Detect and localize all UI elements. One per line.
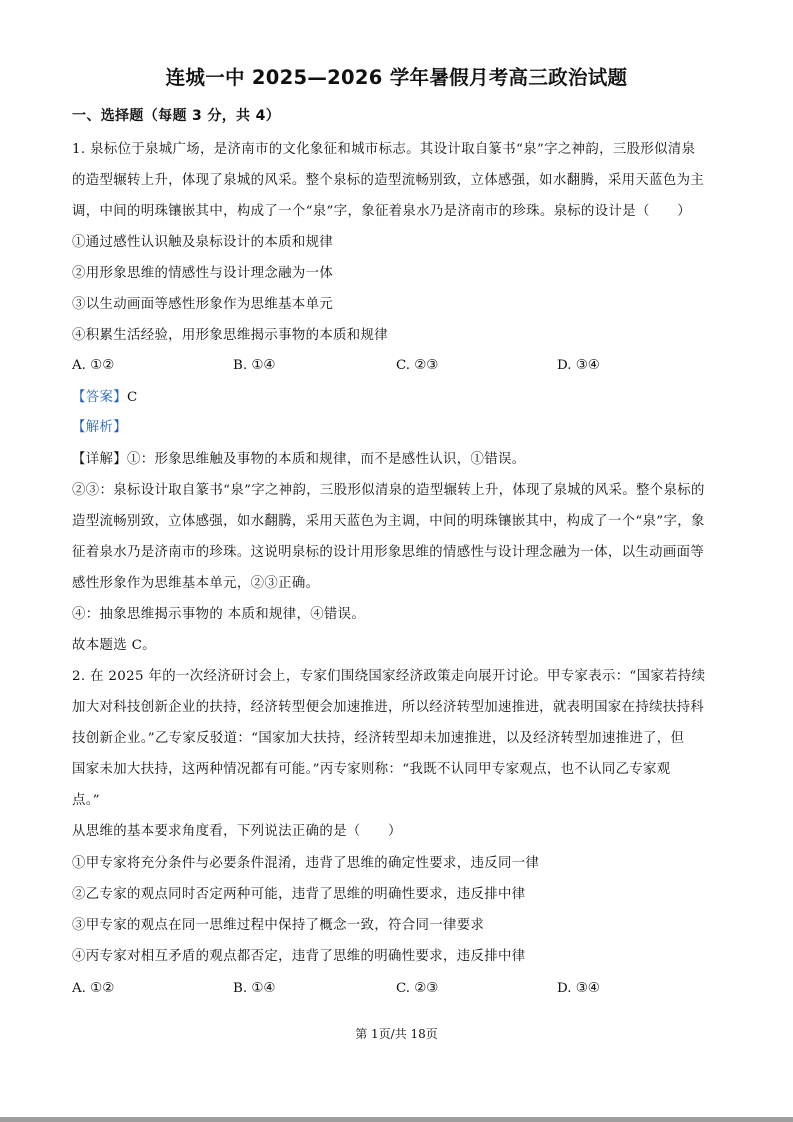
section-heading: 一、选择题（每题 3 分，共 4）	[72, 108, 281, 124]
q1-detail-line: 感性形象作为思维基本单元，②③正确。	[72, 576, 320, 591]
q1-option-b: B. ①④	[233, 358, 276, 373]
q2-option-a: A. ①②	[72, 981, 115, 996]
q2-stem-line: 技创新企业。”乙专家反驳道：“国家加大扶持，经济转型却未加速推进，以及经济转型加速推进了，但	[72, 731, 685, 746]
q2-statement: ④丙专家对相互矛盾的观点都否定，违背了思维的明确性要求，违反排中律	[72, 949, 526, 964]
q1-statement: ②用形象思维的情感性与设计理念融为一体	[72, 266, 334, 281]
q2-stem-line: 从思维的基本要求角度看，下列说法正确的是（ ）	[72, 824, 402, 839]
q2-stem-line: 国家未加大扶持，这两种情况都有可能。”丙专家则称：“我既不认同甲专家观点，也不认同乙专家观	[72, 762, 671, 777]
q1-option-d: D. ③④	[557, 358, 600, 373]
answer-tag: 【答案】	[72, 390, 127, 405]
page-title: 连城一中 2025—2026 学年暑假月考高三政治试题	[165, 66, 628, 89]
q2-stem-line: 2. 在 2025 年的一次经济研讨会上，专家们围绕国家经济政策走向展开讨论。甲专家表示：“国家若持续	[72, 669, 706, 684]
q1-statement: ①通过感性认识触及泉标设计的本质和规律	[72, 235, 334, 250]
q2-option-c: C. ②③	[396, 981, 439, 996]
q1-detail-line	[72, 450, 722, 470]
q2-option-d: D. ③④	[557, 981, 600, 996]
q2-statement: ③甲专家的观点在同一思维过程中保持了概念一致，符合同一律要求	[72, 918, 485, 933]
bottom-divider	[0, 1117, 793, 1122]
q1-stem-line: 的造型辗转上升，体现了泉城的风采。整个泉标的造型流畅别致，立体感强，如水翻腾，采用天蓝色为主	[72, 173, 705, 188]
q1-detail-line: 征着泉水乃是济南市的珍珠。这说明泉标的设计用形象思维的情感性与设计理念融为一体，以生动画面等	[72, 545, 705, 560]
analysis-tag: 【解析】	[72, 420, 127, 435]
q1-option-c: C. ②③	[396, 358, 439, 373]
q2-stem-line: 点。”	[72, 793, 100, 808]
q2-option-b: B. ①④	[233, 981, 276, 996]
q1-option-a: A. ①②	[72, 358, 115, 373]
detail-text: ①：形象思维触及事物的本质和规律，而不是感性认识，①错误。	[126, 452, 526, 467]
q2-stem-line: 加大对科技创新企业的扶持，经济转型便会加速推进，所以经济转型加速推进，就表明国家在持续扶持科	[72, 700, 705, 715]
q1-statement: ④积累生活经验，用形象思维揭示事物的本质和规律	[72, 328, 389, 343]
q1-detail-line: 造型流畅别致，立体感强，如水翻腾，采用天蓝色为主调，中间的明珠镶嵌其中，构成了一个“泉”字，象	[72, 514, 705, 529]
q1-detail-line: ②③：泉标设计取自篆书“泉”字之神韵，三股形似清泉的造型辗转上升，体现了泉城的风采。整个泉标的	[72, 483, 705, 498]
answer-value: C	[126, 390, 138, 405]
q1-detail-line: ④：抽象思维揭示事物的 本质和规律，④错误。	[72, 607, 366, 622]
q1-stem-line: 1. 泉标位于泉城广场，是济南市的文化象征和城市标志。其设计取自篆书“泉”字之神韵，三股形似清泉	[72, 142, 696, 157]
q1-detail-line: 故本题选 C。	[72, 638, 156, 653]
detail-tag: 【详解】	[72, 452, 127, 467]
q2-statement: ②乙专家的观点同时否定两种可能，违背了思维的明确性要求，违反排中律	[72, 887, 526, 902]
q1-statement: ③以生动画面等感性形象作为思维基本单元	[72, 297, 334, 312]
page-number: 第 1页/共 18页	[355, 1027, 438, 1041]
q1-stem-line: 调，中间的明珠镶嵌其中，构成了一个“泉”字，象征着泉水乃是济南市的珍珠。泉标的设计是（ ）	[72, 204, 691, 219]
q1-answer-line	[72, 388, 722, 408]
q2-statement: ①甲专家将充分条件与必要条件混淆，违背了思维的确定性要求，违反同一律	[72, 856, 540, 871]
